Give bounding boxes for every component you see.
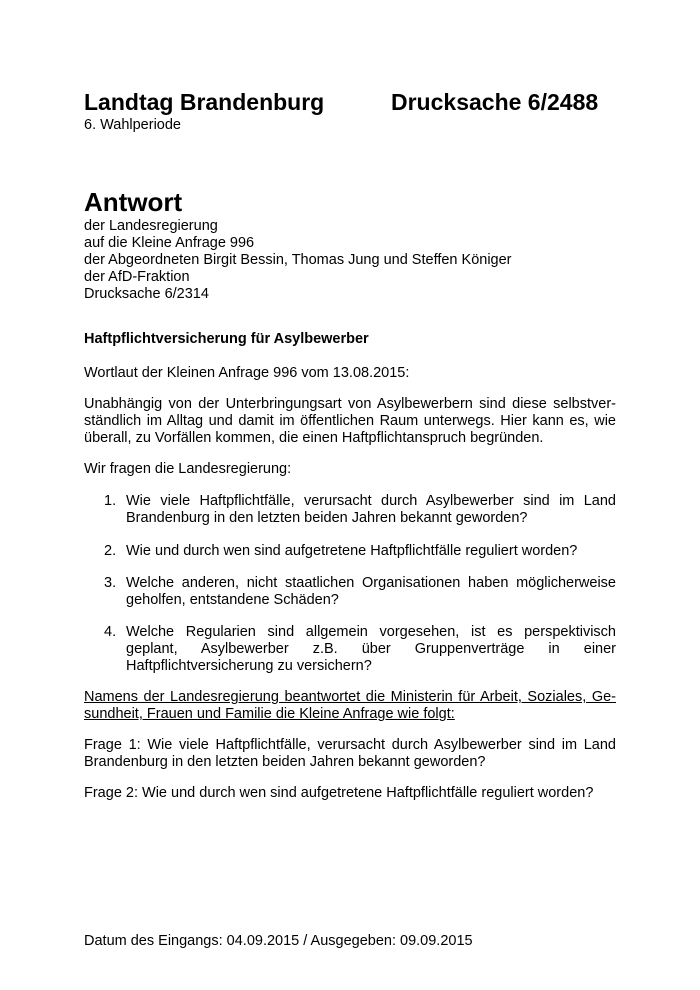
document-title: Antwort [84,187,183,217]
wir-fragen-line: Wir fragen die Landesregierung: [84,461,292,477]
question-text: Welche anderen, nicht staatlichen Organisationen haben möglicherweise geholfen, entstandene Schäden? [126,575,616,608]
wahlperiode: 6. Wahlperiode [84,117,181,133]
question-number: 1. [104,493,117,509]
wortlaut-line: Wortlaut der Kleinen Anfrage 996 vom 13.08.2015: [84,365,410,381]
answer-intro: Namens der Landesregierung beantwortet die Ministerin für Arbeit, Soziales, Ge-sundheit, Frauen und Familie die Kleine Anfrage wie folgt: [84,689,616,722]
meta-line: auf die Kleine Anfrage 996 [84,235,255,251]
question-text: Wie und durch wen sind aufgetretene Haftpflichtfälle reguliert worden? [126,543,578,559]
frage-2: Frage 2: Wie und durch wen sind aufgetretene Haftpflichtfälle reguliert worden? [84,785,594,801]
meta-line: der Abgeordneten Birgit Bessin, Thomas Jung und Steffen Königer [84,252,512,268]
frage-1: Frage 1: Wie viele Haftpflichtfälle, verursacht durch Asylbewerber sind im Land Brandenburg in den letzten beiden Jahren bekannt geworden? [84,737,616,770]
question-number: 4. [104,624,117,640]
document-meta [84,218,512,303]
intro-paragraph: Unabhängig von der Unterbringungsart von Asylbewerbern sind diese selbstver-ständlich im Alltag und damit im öffentlichen Raum unterwegs. Hier kann es, wie überall, zu Vorfällen kommen, die einen Haftpflichtanspruch begründen. [84,396,616,446]
question-text: Welche Regularien sind allgemein vorgesehen, ist es perspektivisch geplant, Asylbewerber z.B. über Gruppenverträge in einer Haftpflichtversicherung zu versichern? [126,624,616,674]
question-number: 2. [104,543,117,559]
meta-line: Drucksache 6/2314 [84,286,209,302]
footer-dates: Datum des Eingangs: 04.09.2015 / Ausgegeben: 09.09.2015 [84,933,473,949]
drucksache-number: Drucksache 6/2488 [391,89,599,115]
meta-line: der Landesregierung [84,218,218,234]
subject-heading: Haftpflichtversicherung für Asylbewerber [84,331,369,347]
parliament-name: Landtag Brandenburg [84,89,325,115]
question-text: Wie viele Haftpflichtfälle, verursacht durch Asylbewerber sind im Land Brandenburg in den letzten beiden Jahren bekannt geworden? [126,493,616,526]
question-number: 3. [104,575,117,591]
meta-line: der AfD-Fraktion [84,269,190,285]
